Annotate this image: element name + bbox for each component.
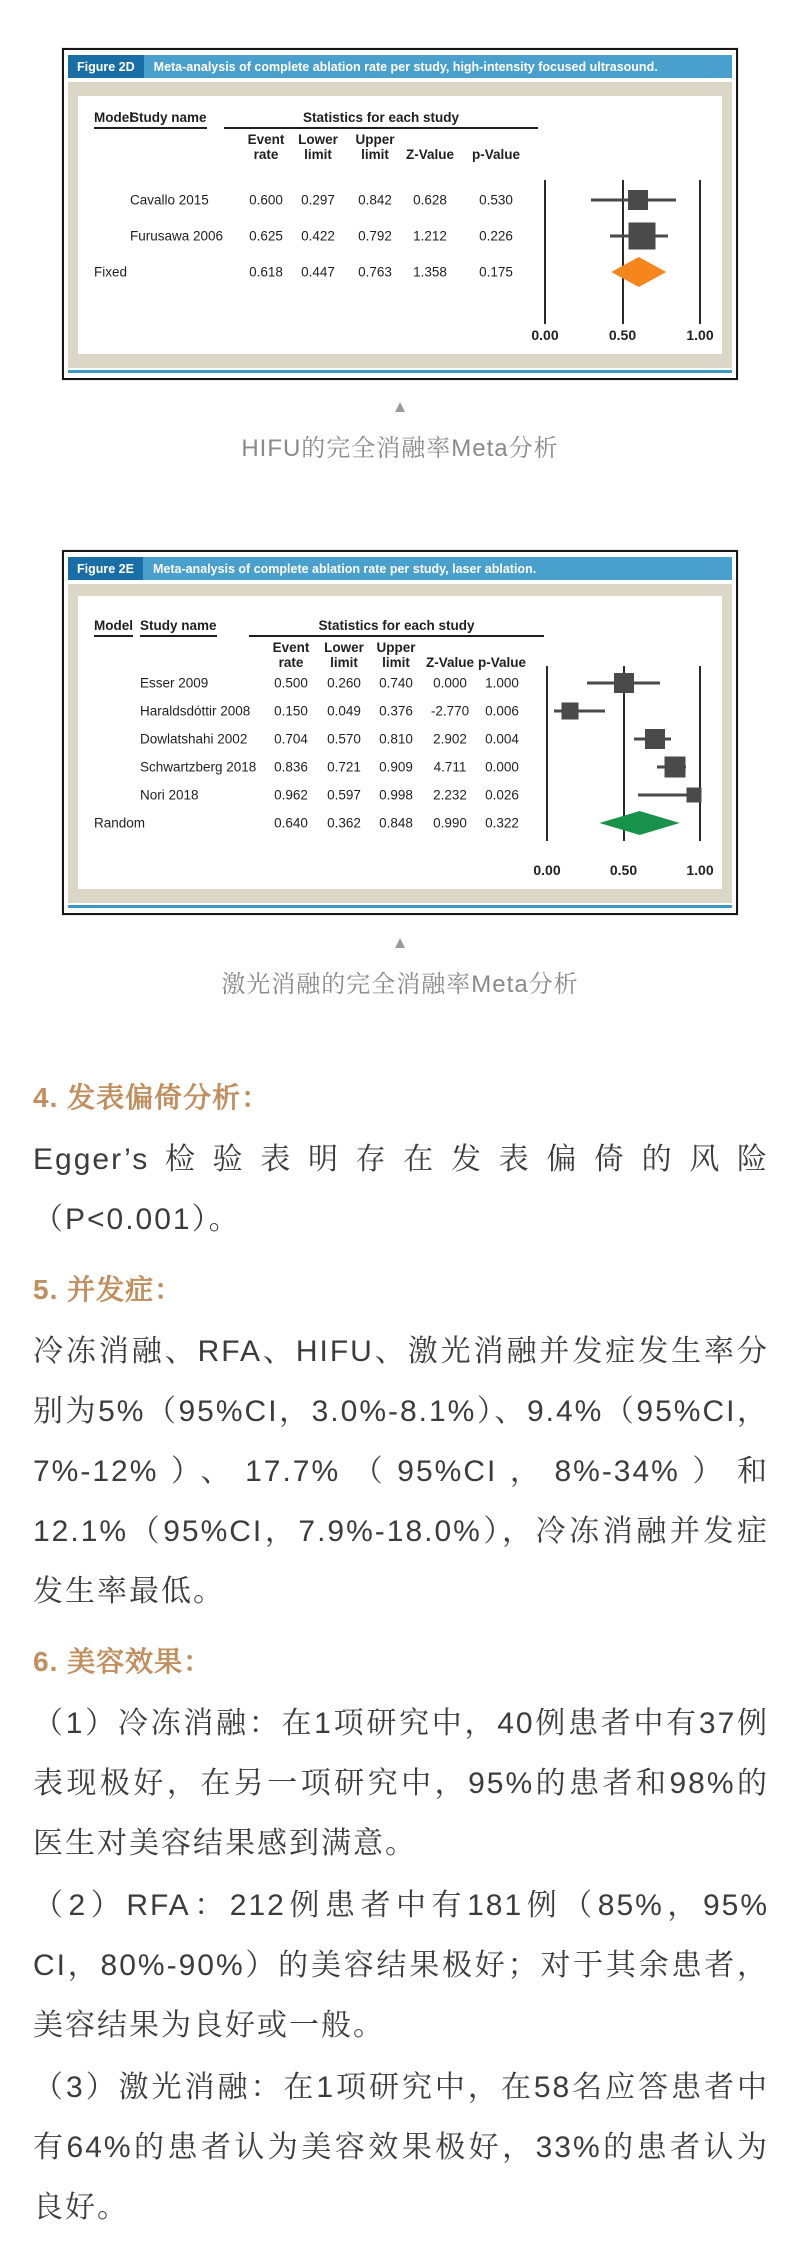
study-marker-square	[614, 673, 634, 693]
table-header-study: Study name	[140, 618, 217, 637]
cell-p: 0.530	[479, 192, 513, 208]
cell-event: 0.640	[274, 815, 308, 831]
cell-upper: 0.909	[379, 759, 413, 775]
figure-2d-forest-panel	[78, 96, 722, 354]
cell-event: 0.836	[274, 759, 308, 775]
cell-lower: 0.049	[327, 703, 361, 719]
axis-tick-label: 1.00	[686, 327, 714, 343]
figure-2e-caption: 激光消融的完全消融率Meta分析	[221, 971, 579, 998]
cell-p: 1.000	[485, 675, 519, 691]
cell-z: 2.902	[433, 731, 467, 747]
cell-event: 0.962	[274, 787, 308, 803]
table-header-lower-limit: Lower limit	[298, 132, 338, 163]
plot-axis-line	[544, 180, 546, 324]
axis-tick-label: 0.50	[608, 327, 637, 343]
cell-event: 0.500	[274, 675, 308, 691]
table-header-z-value: Z-Value	[405, 147, 454, 162]
cell-study-name: Nori 2018	[140, 787, 199, 803]
cell-lower: 0.422	[301, 228, 335, 244]
axis-tick-label: 0.50	[609, 862, 638, 878]
cell-model: Fixed	[94, 264, 128, 280]
cell-upper: 0.376	[379, 703, 413, 719]
axis-tick-label: 0.00	[531, 327, 559, 343]
cell-p: 0.006	[485, 703, 519, 719]
cell-event: 0.625	[249, 228, 283, 244]
cell-event: 0.600	[249, 192, 283, 208]
cell-z: 0.990	[433, 815, 467, 831]
table-header-model: Model	[94, 618, 133, 637]
table-header-model: Model	[94, 110, 133, 129]
cell-lower: 0.570	[327, 731, 361, 747]
figure-2e-forest-panel	[78, 596, 722, 889]
paragraph: （3）激光消融：在1项研究中，在58名应答患者中有64%的患者认为美容效果极好，33%的患者认为良好。	[33, 2071, 769, 2224]
study-marker-square	[664, 757, 685, 778]
axis-tick-label: 0.00	[533, 862, 561, 878]
table-header-lower-limit: Lower limit	[324, 640, 364, 671]
figure-2d-body	[68, 82, 732, 368]
plot-axis-line	[546, 666, 548, 841]
cell-lower: 0.721	[327, 759, 361, 775]
table-header-upper-limit: Upper limit	[376, 640, 416, 671]
paragraph: （1）冷冻消融：在1项研究中，40例患者中有37例表现极好，在另一项研究中，95%的患者和98%的医生对美容结果感到满意。	[33, 1707, 769, 1860]
cell-lower: 0.597	[327, 787, 361, 803]
figure-2d-tag: Figure 2D	[68, 55, 144, 78]
table-header-upper-limit: Upper limit	[355, 132, 395, 163]
figure-2d-caption-block	[0, 398, 800, 463]
figure-2e-body	[68, 584, 732, 903]
triangle-up-icon: ▲	[391, 397, 409, 416]
cell-p: 0.000	[485, 759, 519, 775]
table-header-study: Study name	[130, 110, 207, 129]
cell-study-name: Esser 2009	[140, 675, 209, 691]
cell-upper: 0.763	[358, 264, 392, 280]
figure-2d	[62, 48, 738, 380]
cell-study-name: Cavallo 2015	[130, 192, 209, 208]
cell-upper: 0.740	[379, 675, 413, 691]
cell-event: 0.150	[274, 703, 308, 719]
table-header-event-rate: Event rate	[272, 640, 310, 671]
section-heading: 4. 发表偏倚分析：	[33, 1082, 271, 1113]
figure-2e-title: Meta-analysis of complete ablation rate per study, laser ablation.	[152, 561, 537, 576]
study-marker-square	[561, 703, 578, 720]
study-marker-square	[628, 190, 648, 210]
cell-study-name: Haraldsdóttir 2008	[140, 703, 251, 719]
table-header-statistics: Statistics for each study	[249, 618, 544, 637]
cell-event: 0.618	[249, 264, 283, 280]
table-header-p-value: p-Value	[477, 655, 526, 670]
figure-2e-caption-block	[0, 934, 800, 999]
summary-diamond	[611, 257, 666, 287]
cell-lower: 0.362	[327, 815, 361, 831]
figure-2d-bottom-rule	[68, 370, 732, 373]
cell-z: 4.711	[433, 759, 467, 775]
plot-axis-line	[699, 666, 701, 841]
summary-diamond	[599, 811, 679, 835]
cell-study-name: Schwartzberg 2018	[140, 759, 257, 775]
cell-p: 0.322	[485, 815, 519, 831]
cell-upper: 0.810	[379, 731, 413, 747]
cell-p: 0.226	[479, 228, 513, 244]
cell-model: Random	[94, 815, 146, 831]
figure-2d-caption: HIFU的完全消融率Meta分析	[241, 435, 559, 462]
cell-upper: 0.848	[379, 815, 413, 831]
cell-z: -2.770	[430, 703, 470, 719]
figure-2d-title: Meta-analysis of complete ablation rate per study, high-intensity focused ultrasound.	[153, 59, 658, 74]
cell-z: 1.212	[413, 228, 447, 244]
cell-event: 0.704	[274, 731, 308, 747]
paragraph: （2）RFA：212例患者中有181例（85%，95% CI，80%-90%）的美容结果极好；对于其余患者，美容结果为良好或一般。	[33, 1889, 769, 2042]
cell-lower: 0.447	[301, 264, 335, 280]
cell-upper: 0.842	[358, 192, 392, 208]
figure-2d-header-bar	[68, 55, 732, 78]
paragraph: Egger’s检验表明存在发表偏倚的风险（P<0.001）。	[33, 1143, 769, 1236]
plot-axis-line	[699, 180, 701, 324]
study-marker-square	[628, 223, 655, 250]
study-marker-square	[645, 729, 665, 749]
table-header-event-rate: Event rate	[247, 132, 285, 163]
cell-lower: 0.260	[327, 675, 361, 691]
cell-p: 0.175	[479, 264, 513, 280]
cell-p: 0.026	[485, 787, 519, 803]
figure-2e	[62, 550, 738, 915]
cell-upper: 0.792	[358, 228, 392, 244]
table-header-p-value: p-Value	[471, 147, 520, 162]
table-header-z-value: Z-Value	[425, 655, 474, 670]
axis-tick-label: 1.00	[686, 862, 714, 878]
cell-z: 2.232	[433, 787, 467, 803]
section-heading: 5. 并发症：	[33, 1274, 184, 1305]
cell-z: 0.000	[433, 675, 467, 691]
figure-2e-tag: Figure 2E	[68, 557, 143, 580]
figure-2e-bottom-rule	[68, 905, 732, 908]
cell-p: 0.004	[485, 731, 519, 747]
section-heading: 6. 美容效果：	[33, 1646, 213, 1677]
table-header-statistics: Statistics for each study	[224, 110, 538, 129]
article-body	[33, 1080, 769, 2240]
cell-upper: 0.998	[379, 787, 413, 803]
cell-study-name: Furusawa 2006	[130, 228, 224, 244]
cell-z: 1.358	[413, 264, 447, 280]
paragraph: 冷冻消融、RFA、HIFU、激光消融并发症发生率分别为5%（95%CI，3.0%-8.1%）、9.4%（95%CI，7%-12%）、17.7%（95%CI，8%-34%）和12.1%（95%CI，7.9%-18.0%），冷冻消融并发症发生率最低。	[33, 1335, 769, 1608]
study-marker-square	[687, 788, 702, 803]
cell-study-name: Dowlatshahi 2002	[140, 731, 248, 747]
cell-lower: 0.297	[301, 192, 335, 208]
triangle-up-icon: ▲	[391, 933, 409, 952]
cell-z: 0.628	[413, 192, 447, 208]
figure-2e-header-bar	[68, 557, 732, 580]
plot-axis-line	[622, 180, 624, 324]
